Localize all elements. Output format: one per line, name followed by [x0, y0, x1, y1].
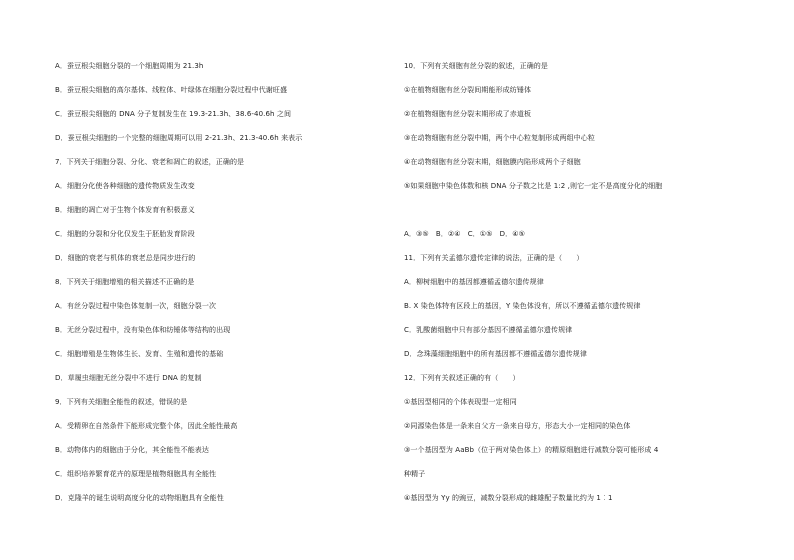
q10-stem: 10．下列有关细胞有丝分裂的叙述，正确的是	[404, 62, 549, 70]
q12-statement-2: ②同源染色体是一条来自父方一条来自母方，形态大小一定相同的染色体	[404, 422, 631, 430]
q6-option-c: C．蚕豆根尖细胞的 DNA 分子复制发生在 19.3-21.3h、38.6-40.6h 之间	[55, 110, 292, 118]
q12-statement-3-cont: 种精子	[404, 470, 426, 478]
q11-option-d: D．念珠藻细胞细胞中的所有基因都不遵循孟德尔遗传规律	[404, 350, 587, 358]
q8-option-b: B．无丝分裂过程中，没有染色体和纺锤体等结构的出现	[55, 326, 231, 334]
q8-option-a: A．有丝分裂过程中染色体复制一次，细胞分裂一次	[55, 302, 217, 310]
left-column	[55, 0, 395, 560]
q11-option-c: C．乳酸菌细胞中只有部分基因不遵循孟德尔遗传规律	[404, 326, 573, 334]
q10-options: A．③⑤ B．②④ C．①⑤ D．④⑤	[404, 230, 525, 238]
q6-option-d: D．蚕豆根尖细胞的一个完整的细胞周期可以用 2-21.3h、21.3-40.6h 来表示	[55, 134, 303, 142]
q7-option-d: D．细胞的衰老与机体的衰老总是同步进行的	[55, 254, 196, 262]
q11-option-a: A．柳树细胞中的基因都遵循孟德尔遗传规律	[404, 278, 544, 286]
q7-option-b: B．细胞的凋亡对于生物个体发育有积极意义	[55, 206, 195, 214]
q10-statement-5: ⑤如果细胞中染色体数和核 DNA 分子数之比是 1:2 ,则它一定不是高度分化的细胞	[404, 182, 663, 190]
q7-option-a: A．细胞分化使各种细胞的遗传物质发生改变	[55, 182, 195, 190]
q7-option-c: C．细胞的分裂和分化仅发生于胚胎发育阶段	[55, 230, 195, 238]
q11-stem: 11．下列有关孟德尔遗传定律的说法，正确的是（ ）	[404, 254, 584, 262]
q8-option-c: C．细胞增殖是生物体生长、发育、生殖和遗传的基础	[55, 350, 224, 358]
q11-option-b: B. X 染色体特有区段上的基因，Y 染色体没有，所以不遵循孟德尔遗传规律	[404, 302, 641, 310]
q10-statement-1: ①在植物细胞有丝分裂间期能形成纺锤体	[404, 86, 532, 94]
q9-option-d: D．克隆羊的诞生说明高度分化的动物细胞具有全能性	[55, 494, 224, 502]
q7-stem: 7．下列关于细胞分裂、分化、衰老和凋亡的叙述，正确的是	[55, 158, 245, 166]
q10-statement-4: ④在动物细胞有丝分裂末期，细胞膜内陷形成两个子细胞	[404, 158, 581, 166]
q6-option-b: B．蚕豆根尖细胞的高尔基体、线粒体、叶绿体在细胞分裂过程中代谢旺盛	[55, 86, 288, 94]
q12-statement-4: ④基因型为 Yy 的豌豆，减数分裂形成的雌雄配子数量比约为 1︰1	[404, 494, 613, 502]
q8-stem: 8．下列关于细胞增殖的相关描述不正确的是	[55, 278, 195, 286]
q12-stem: 12．下列有关叙述正确的有（ ）	[404, 374, 520, 382]
q12-statement-1: ①基因型相同的个体表现型一定相同	[404, 398, 517, 406]
q10-statement-3: ③在动物细胞有丝分裂中期，两个中心粒复制形成两组中心粒	[404, 134, 595, 142]
q8-option-d: D．草履虫细胞无丝分裂中不进行 DNA 的复制	[55, 374, 202, 382]
q9-stem: 9．下列有关细胞全能性的叙述，错误的是	[55, 398, 188, 406]
q9-option-c: C．组织培养繁育花卉的原理是植物细胞具有全能性	[55, 470, 217, 478]
q6-option-a: A．蚕豆根尖细胞分裂的一个细胞周期为 21.3h	[55, 62, 204, 70]
q10-statement-2: ②在植物细胞有丝分裂末期形成了赤道板	[404, 110, 532, 118]
q9-option-a: A．受精卵在自然条件下能形成完整个体，因此全能性最高	[55, 422, 238, 430]
q9-option-b: B．动物体内的细胞由于分化，其全能性不能表达	[55, 446, 210, 454]
right-column	[404, 0, 744, 560]
q12-statement-3: ③一个基因型为 AaBb（位于两对染色体上）的精原细胞进行减数分裂可能形成 4	[404, 446, 659, 454]
